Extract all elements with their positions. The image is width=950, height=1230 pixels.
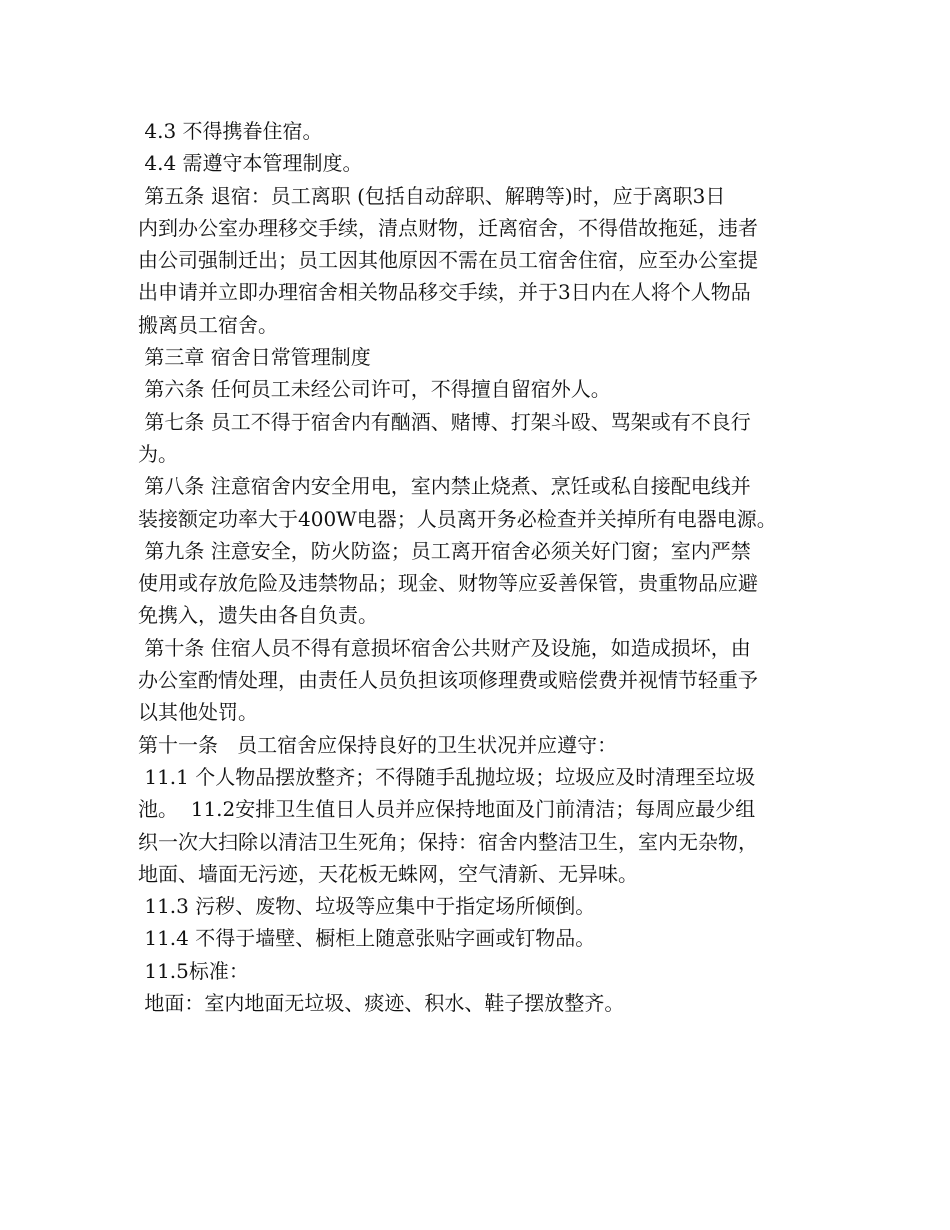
chapter-heading: 第三章 宿舍日常管理制度	[138, 345, 371, 370]
text-line: 第十一条 员工宿舍应保持良好的卫生状况并应遵守：	[138, 732, 618, 757]
document-body	[138, 115, 818, 1019]
text-line: 办公室酌情处理，由责任人员负担该项修理费或赔偿费并视情节轻重予	[138, 668, 758, 693]
text-line: 免携入，遗失由各自负责。	[138, 603, 378, 628]
text-line: 4.3 不得携眷住宿。	[138, 119, 323, 143]
text-line: 4.4 需遵守本管理制度。	[138, 151, 363, 176]
text-line: 池。 11.2安排卫生值日人员并应保持地面及门前清洁；每周应最少组	[138, 797, 756, 822]
text-line: 以其他处罚。	[138, 700, 258, 725]
text-line: 11.3 污秽、废物、垃圾等应集中于指定场所倾倒。	[138, 894, 596, 919]
text-line: 第七条 员工不得于宿舍内有酗酒、赌博、打架斗殴、骂架或有不良行	[138, 409, 751, 434]
text-line: 第六条 任何员工未经公司许可，不得擅自留宿外人。	[138, 377, 611, 402]
text-line: 使用或存放危险及违禁物品；现金、财物等应妥善保管，贵重物品应避	[138, 571, 758, 596]
text-line: 第五条 退宿：员工离职 (包括自动辞职、解聘等)时，应于离职3日	[138, 183, 726, 208]
text-line: 第十条 住宿人员不得有意损坏宿舍公共财产及设施，如造成损坏，由	[138, 635, 751, 660]
text-line: 搬离员工宿舍。	[138, 312, 278, 337]
text-line: 出申请并立即办理宿舍相关物品移交手续，并于3日内在人将个人物品	[138, 280, 751, 305]
text-line: 地面：室内地面无垃圾、痰迹、积水、鞋子摆放整齐。	[138, 991, 625, 1016]
text-line: 为。	[138, 441, 178, 466]
text-line: 织一次大扫除以清洁卫生死角；保持：宿舍内整洁卫生，室内无杂物，	[138, 829, 758, 854]
text-line: 11.1 个人物品摆放整齐；不得随手乱抛垃圾；垃圾应及时清理至垃圾	[138, 764, 756, 789]
text-line: 由公司强制迁出；员工因其他原因不需在员工宿舍住宿，应至办公室提	[138, 248, 758, 273]
text-line: 装接额定功率大于400W电器；人员离开务必检查并关掉所有电器电源。	[138, 506, 777, 531]
text-line: 第八条 注意宿舍内安全用电，室内禁止烧煮、烹饪或私自接配电线并	[138, 474, 751, 499]
text-line: 内到办公室办理移交手续，清点财物，迁离宿舍，不得借故拖延，违者	[138, 215, 758, 240]
text-line: 第九条 注意安全，防火防盗；员工离开宿舍必须关好门窗；室内严禁	[138, 538, 751, 563]
text-line: 11.5标准：	[138, 958, 249, 983]
text-line: 地面、墙面无污迹，天花板无蛛网，空气清新、无异味。	[138, 861, 638, 886]
text-line: 11.4 不得于墙壁、橱柜上随意张贴字画或钉物品。	[138, 926, 596, 951]
